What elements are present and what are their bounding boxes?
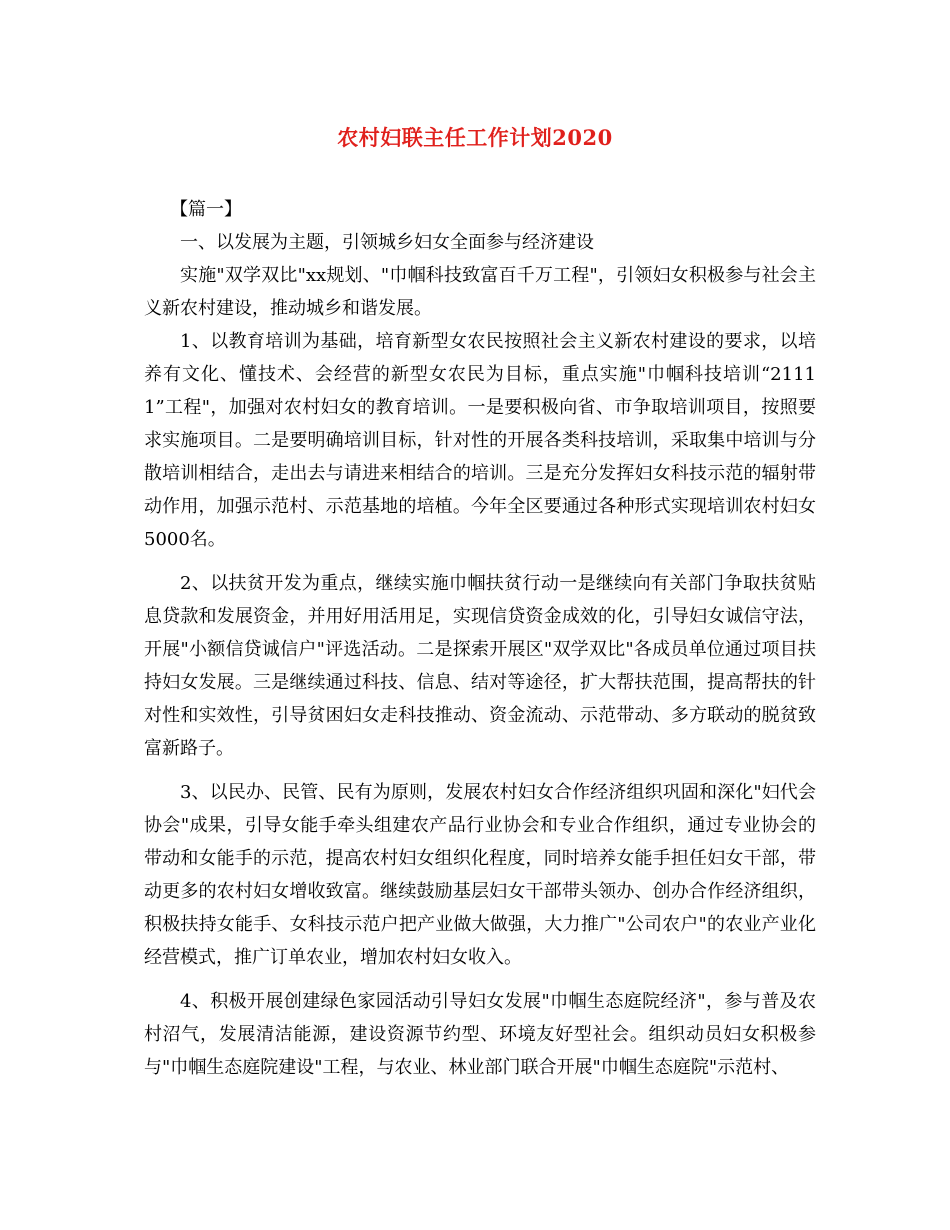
- paragraph-item-2: 2、以扶贫开发为重点，继续实施巾帼扶贫行动一是继续向有关部门争取扶贫贴息贷款和发展资金，并用好用活用足，实现信贷资金成效的化，引导妇女诚信守法，开展"小额信贷诚信户"评选活动。二是探索开展区"双学双比"各成员单位通过项目扶持妇女发展。三是继续通过科技、信息、结对等途径，扩大帮扶范围，提高帮扶的针对性和实效性，引导贫困妇女走科技推动、资金流动、示范带动、多方联动的脱贫致富新路子。: [144, 573, 816, 759]
- paragraph-item-4: 4、积极开展创建绿色家园活动引导妇女发展"巾帼生态庭院经济"，参与普及农村沼气，发展清洁能源，建设资源节约型、环境友好型社会。组织动员妇女积极参与"巾帼生态庭院建设"工程，与农业、林业部门联合开展"巾帼生态庭院"示范村、: [144, 991, 816, 1078]
- paragraph-item-1: 1、以教育培训为基础，培育新型女农民按照社会主义新农村建设的要求，以培养有文化、懂技术、会经营的新型女农民为目标，重点实施"巾帼科技培训“21111”工程"，加强对农村妇女的教育培训。一是要积极向省、市争取培训项目，按照要求实施项目。二是要明确培训目标，针对性的开展各类科技培训，采取集中培训与分散培训相结合，走出去与请进来相结合的培训。三是充分发挥妇女科技示范的辐射带动作用，加强示范村、示范基地的培植。今年全区要通过各种形式实现培训农村妇女5000名。: [144, 331, 816, 550]
- heading-one: 一、以发展为主题，引领城乡妇女全面参与经济建设: [180, 232, 594, 253]
- document-title: 农村妇联主任工作计划2020: [337, 125, 613, 150]
- paragraph-item-3: 3、以民办、民管、民有为原则，发展农村妇女合作经济组织巩固和深化"妇代会协会"成果，引导女能手牵头组建农产品行业协会和专业合作组织，通过专业协会的带动和女能手的示范，提高农村妇女组织化程度，同时培养女能手担任妇女干部，带动更多的农村妇女增收致富。继续鼓励基层妇女干部带头领办、创办合作经济组织，积极扶持女能手、女科技示范户把产业做大做强，大力推广"公司农户"的农业产业化经营模式，推广订单农业，增加农村妇女收入。: [144, 782, 816, 968]
- paragraph-intro: 实施"双学双比"xx规划、"巾帼科技致富百千万工程"，引领妇女积极参与社会主义新农村建设，推动城乡和谐发展。: [144, 265, 816, 319]
- section-label: 【篇一】: [170, 199, 242, 220]
- document-body: [144, 193, 816, 1084]
